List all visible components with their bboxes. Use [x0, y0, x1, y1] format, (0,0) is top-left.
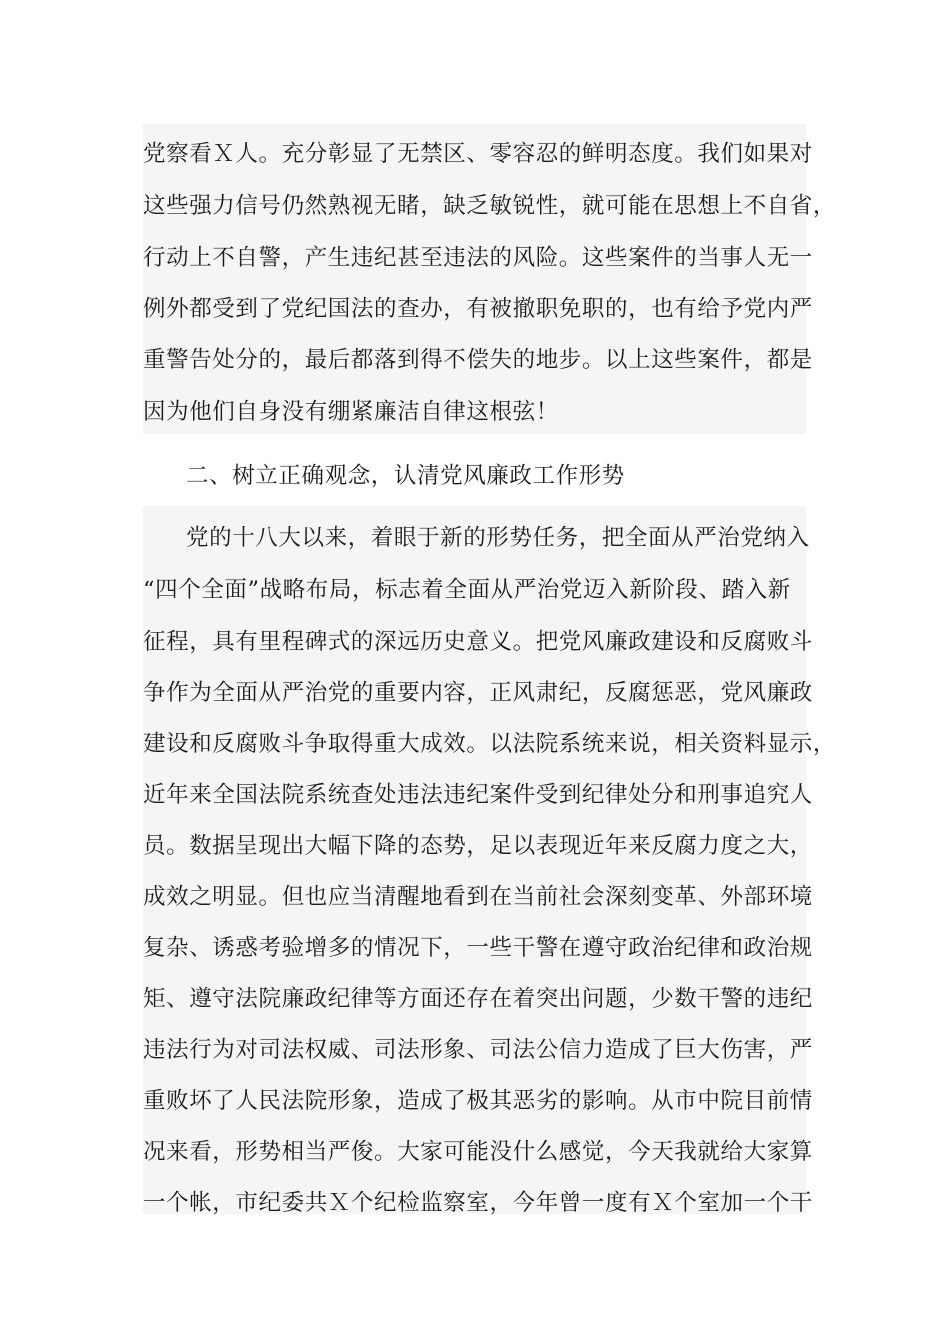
paragraph-1-line-2: 这些强力信号仍然熟视无睹，缺乏敏锐性，就可能在思想上不自省， [143, 193, 837, 219]
paragraph-2-line-1: 党的十八大以来，着眼于新的形势任务，把全面从严治党纳入 [186, 525, 810, 551]
paragraph-2-line-13: 况来看，形势相当严俊。大家可能没什么感觉，今天我就给大家算 [143, 1139, 813, 1165]
paragraph-1-line-5: 重警告处分的，最后都落到得不偿失的地步。以上这些案件，都是 [143, 347, 813, 373]
paragraph-2-line-11: 违法行为对司法权威、司法形象、司法公信力造成了巨大伤害，严 [143, 1037, 813, 1063]
paragraph-block-2 [143, 506, 837, 1216]
paragraph-1-line-6: 因为他们自身没有绷紧廉洁自律这根弦！ [143, 399, 559, 425]
paragraph-2-line-6: 近年来全国法院系统查处违法违纪案件受到纪律处分和刑事追究人 [143, 782, 813, 808]
paragraph-2-line-12: 重败坏了人民法院形象，造成了极其恶劣的影响。从市中院目前情 [143, 1088, 813, 1114]
paragraph-2-line-3: 征程，具有里程碑式的深远历史意义。把党风廉政建设和反腐败斗 [143, 629, 813, 655]
paragraph-2-line-8: 成效之明显。但也应当清醒地看到在当前社会深刻变革、外部环境 [143, 884, 813, 910]
paragraph-1-line-4: 例外都受到了党纪国法的查办，有被撤职免职的，也有给予党内严 [143, 296, 813, 322]
section-heading: 二、树立正确观念，认清党风廉政工作形势 [186, 463, 625, 489]
paragraph-2-line-7: 员。数据呈现出大幅下降的态势，足以表现近年来反腐力度之大， [143, 833, 813, 859]
paragraph-2-line-10: 矩、遵守法院廉政纪律等方面还存在着突出问题，少数干警的违纪 [143, 986, 813, 1012]
paragraph-2-line-5: 建设和反腐败斗争取得重大成效。以法院系统来说，相关资料显示， [143, 731, 837, 757]
paragraph-1-line-3: 行动上不自警，产生违纪甚至违法的风险。这些案件的当事人无一 [143, 245, 813, 271]
paragraph-1-line-1: 党察看Ｘ人。充分彰显了无禁区、零容忍的鲜明态度。我们如果对 [143, 141, 813, 167]
paragraph-2-line-4: 争作为全面从严治党的重要内容，正风肃纪，反腐惩恶，党风廉政 [143, 680, 813, 706]
paragraph-block-1 [143, 124, 837, 434]
paragraph-2-line-9: 复杂、诱惑考验增多的情况下，一些干警在遵守政治纪律和政治规 [143, 935, 813, 961]
paragraph-2-line-2: “四个全面”战略布局，标志着全面从严治党迈入新阶段、踏入新 [143, 577, 791, 603]
paragraph-2-line-14: 一个帐，市纪委共Ｘ个纪检监察室，今年曾一度有Ｘ个室加一个干 [143, 1190, 813, 1216]
